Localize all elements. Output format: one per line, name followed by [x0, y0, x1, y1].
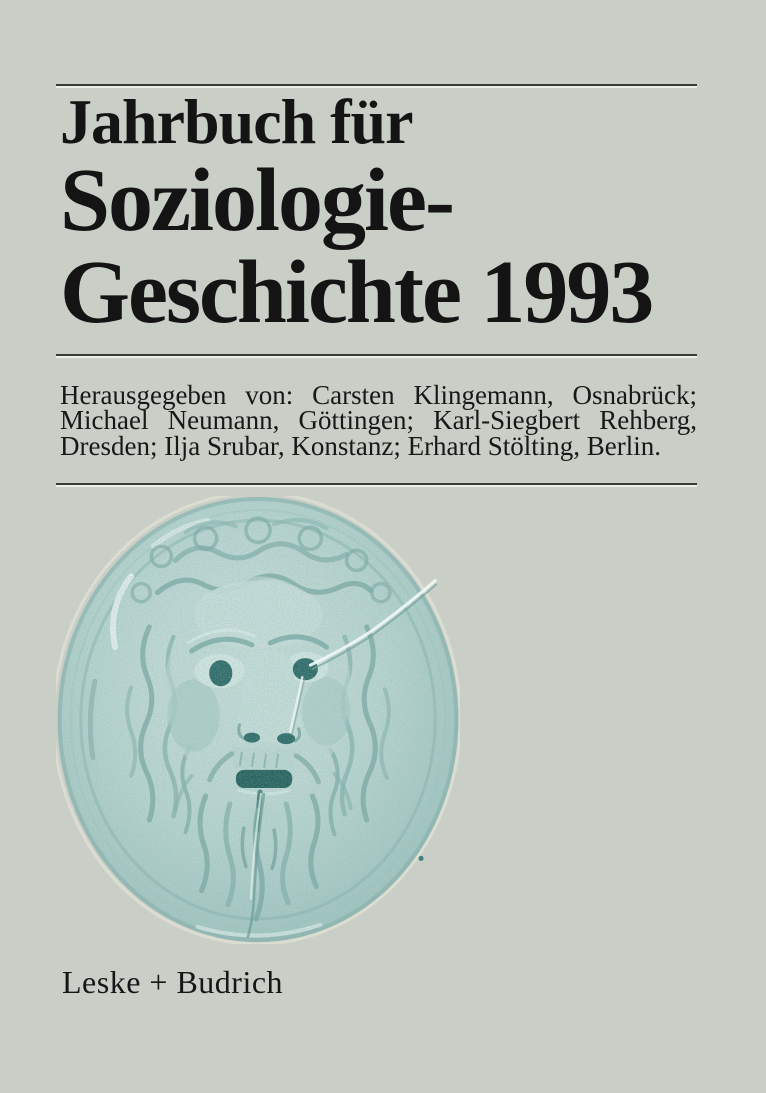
editors-line-1: Herausgegeben von: Carsten Klingemann, Osnabrück;	[60, 380, 697, 410]
title-line-1: Jahrbuch für	[60, 86, 413, 157]
middle-rule	[56, 354, 697, 356]
editors-block	[60, 380, 697, 461]
title-line-2: Soziologie-	[60, 151, 453, 250]
editors-line-2: Michael Neumann, Göttingen; Karl-Siegbert Rehberg,	[60, 405, 697, 436]
publisher-name: Leske + Budrich	[62, 964, 284, 1000]
title-line-3: Geschichte 1993	[60, 243, 653, 342]
lower-rule	[56, 483, 697, 485]
bocca-della-verita-artwork	[56, 496, 460, 944]
editors-line-3: Dresden; Ilja Srubar, Konstanz; Erhard Stölting, Berlin.	[60, 430, 662, 461]
